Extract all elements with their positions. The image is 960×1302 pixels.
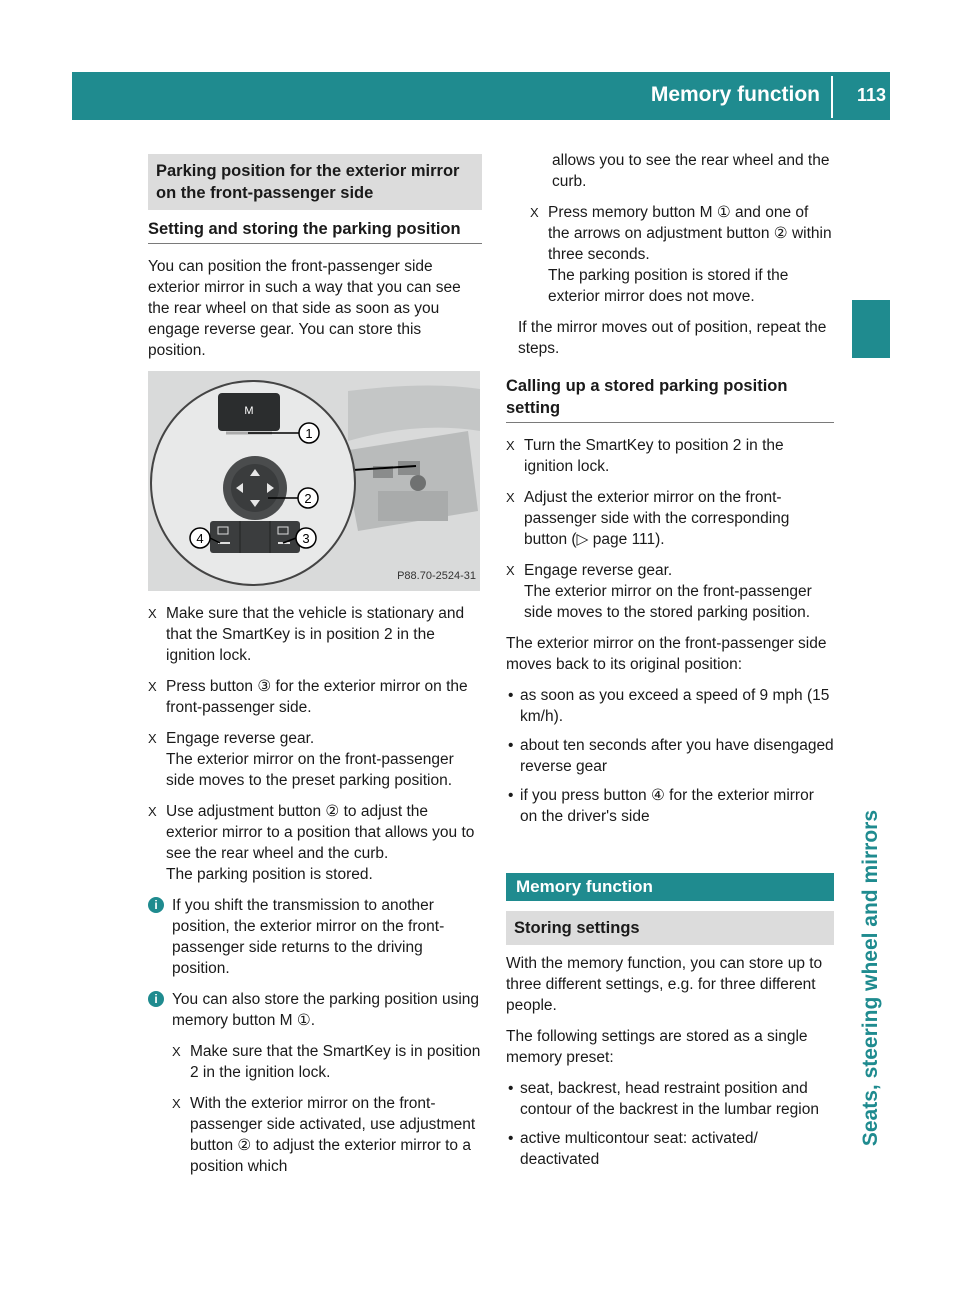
step-item: X Make sure that the vehicle is stationary and that the SmartKey is in position 2 in the ignition lock. bbox=[148, 605, 465, 664]
step-arrow-icon: X bbox=[506, 438, 515, 453]
bullet-icon: • bbox=[508, 787, 514, 804]
figure-m-label: M bbox=[244, 405, 254, 417]
right-column bbox=[506, 150, 834, 1178]
figure-illustration bbox=[148, 371, 480, 591]
step-item: X Press button ③ for the exterior mirror on the front-passenger side. bbox=[148, 678, 468, 716]
step-arrow-icon: X bbox=[172, 1096, 181, 1111]
subsection-title: Setting and storing the parking position bbox=[148, 218, 482, 244]
step-item: X Engage reverse gear. The exterior mirror on the front-passenger side moves to the preset parking position. bbox=[148, 730, 454, 789]
bullet-item: • seat, backrest, head restraint position and contour of the backrest in the lumbar region bbox=[508, 1080, 819, 1118]
intro-text: You can position the front-passenger side exterior mirror in such a way that you can see the rear wheel on that side as soon as you engage reverse gear. You can store this position. bbox=[148, 258, 461, 359]
side-chapter-label: Seats, steering wheel and mirrors bbox=[859, 810, 882, 1147]
step-arrow-icon: X bbox=[172, 1044, 181, 1059]
storing-settings-heading: Storing settings bbox=[506, 911, 834, 945]
page-header bbox=[72, 72, 890, 120]
step-item: X With the exterior mirror on the front-passenger side activated, use adjustment button ② to adjust the exterior mirror to a position which bbox=[172, 1095, 476, 1175]
step-item: X Use adjustment button ② to adjust the exterior mirror to a position that allows you to see the rear wheel and the curb. The parking position is stored. bbox=[148, 803, 475, 883]
repeat-text: If the mirror moves out of position, repeat the steps. bbox=[518, 319, 827, 357]
callout-4: 4 bbox=[196, 531, 204, 546]
side-tab-marker bbox=[852, 300, 890, 358]
storing-intro: With the memory function, you can store up to three different settings, e.g. for three different people. bbox=[506, 955, 823, 1014]
bullet-item: • active multicontour seat: activated/ deactivated bbox=[508, 1130, 758, 1168]
header-separator bbox=[831, 76, 833, 118]
left-column bbox=[148, 140, 482, 1187]
info-icon: i bbox=[148, 897, 164, 913]
step-arrow-icon: X bbox=[148, 804, 157, 819]
header-title: Memory function bbox=[650, 83, 820, 106]
step-arrow-icon: X bbox=[506, 563, 515, 578]
step-arrow-icon: X bbox=[148, 731, 157, 746]
callout-1: 1 bbox=[305, 426, 313, 441]
bullet-icon: • bbox=[508, 687, 514, 704]
calling-title: Calling up a stored parking position setting bbox=[506, 375, 834, 423]
info-icon: i bbox=[148, 991, 164, 1007]
step-item: X Adjust the exterior mirror on the front-passenger side with the corresponding button (▷ page 111). bbox=[506, 489, 790, 548]
step-arrow-icon: X bbox=[506, 490, 515, 505]
bullet-item: • about ten seconds after you have disengaged reverse gear bbox=[508, 737, 834, 775]
bullet-item: • as soon as you exceed a speed of 9 mph (15 km/h). bbox=[508, 687, 830, 725]
figure-code: P88.70-2524-31 bbox=[397, 570, 476, 582]
step-arrow-icon: X bbox=[148, 679, 157, 694]
bullet-item: • if you press button ④ for the exterior mirror on the driver's side bbox=[508, 787, 814, 825]
info-note: i You can also store the parking position using memory button M ①. bbox=[148, 989, 482, 1031]
bullet-icon: • bbox=[508, 1080, 514, 1097]
storing-text: The following settings are stored as a single memory preset: bbox=[506, 1028, 808, 1066]
step-arrow-icon: X bbox=[530, 205, 539, 220]
callout-3: 3 bbox=[302, 531, 310, 546]
bullet-icon: • bbox=[508, 737, 514, 754]
section-title: Parking position for the exterior mirror on the front-passenger side bbox=[148, 154, 482, 210]
step-item: X Press memory button M ① and one of the arrows on adjustment button ② within three seconds. The parking position is stored if the exterior mirror does not move. bbox=[530, 204, 832, 305]
bullet-icon: • bbox=[508, 1130, 514, 1147]
continued-text: allows you to see the rear wheel and the curb. bbox=[552, 152, 830, 190]
callout-2: 2 bbox=[304, 491, 312, 506]
step-item: X Engage reverse gear. The exterior mirror on the front-passenger side moves to the stored parking position. bbox=[506, 562, 812, 621]
step-item: X Make sure that the SmartKey is in position 2 in the ignition lock. bbox=[172, 1043, 481, 1081]
step-arrow-icon: X bbox=[148, 606, 157, 621]
step-item: X Turn the SmartKey to position 2 in the ignition lock. bbox=[506, 437, 784, 475]
memory-function-heading: Memory function bbox=[506, 873, 834, 901]
page-number: 113 bbox=[856, 85, 886, 105]
moves-back-text: The exterior mirror on the front-passenger side moves back to its original position: bbox=[506, 635, 827, 673]
info-note: i If you shift the transmission to another position, the exterior mirror on the front-passenger side returns to the driving position. bbox=[148, 895, 482, 979]
mirror-control-figure bbox=[148, 371, 480, 591]
